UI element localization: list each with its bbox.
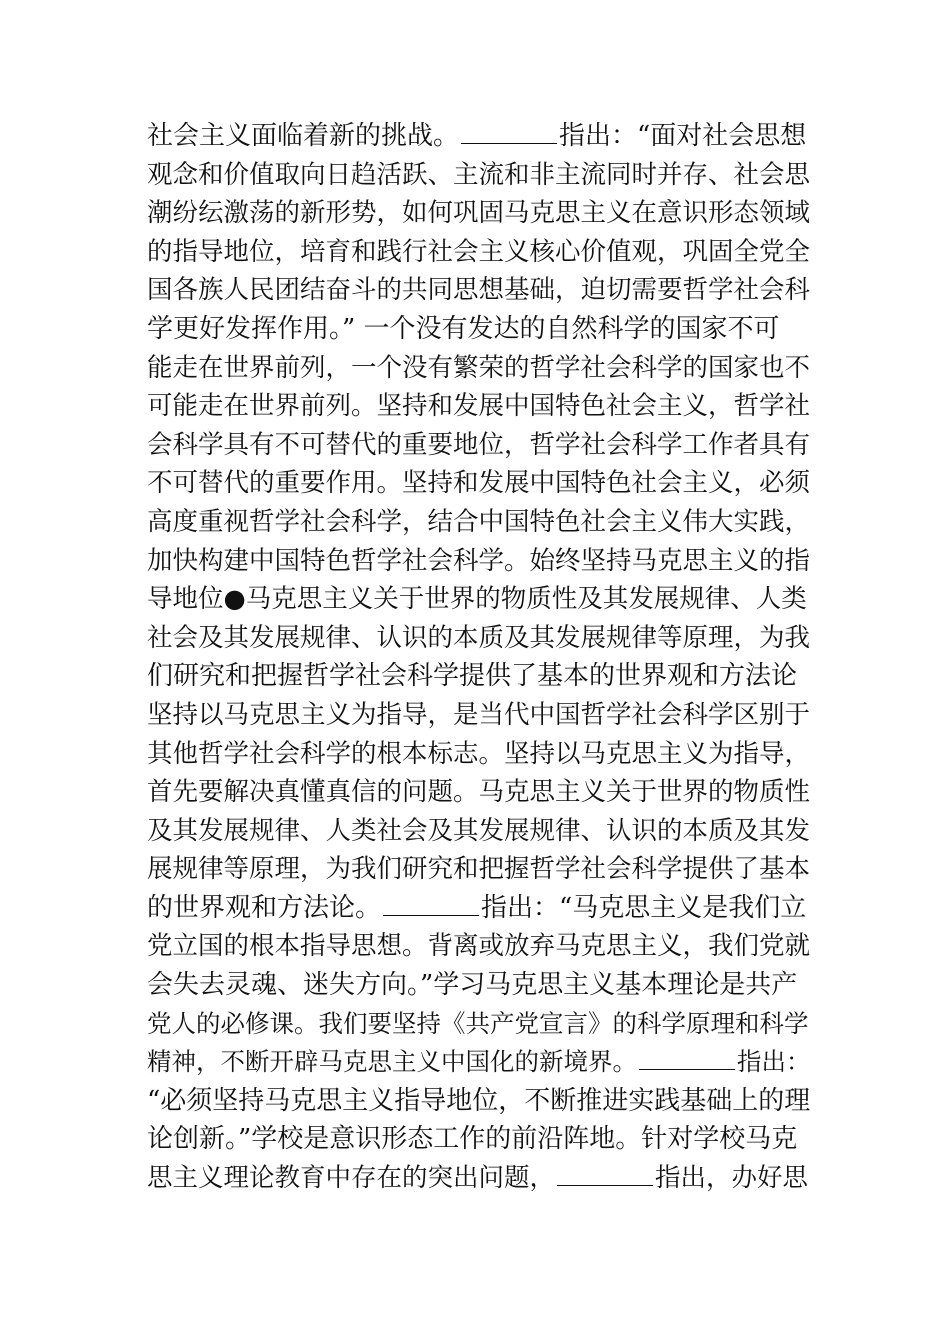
fill-in-blank	[461, 119, 557, 144]
text-line: 展规律等原理，为我们研究和把握哲学社会科学提供了基本	[147, 854, 811, 885]
text-line: 不可替代的重要作用。坚持和发展中国特色社会主义，必须	[147, 468, 811, 499]
text-line: 会失去灵魂、迷失方向。”学习马克思主义基本理论是共产	[147, 970, 798, 1001]
text-line	[147, 1043, 812, 1082]
text-line: 论创新。”学校是意识形态工作的前沿阵地。针对学校马克	[147, 1124, 798, 1155]
text-line: 能走在世界前列，一个没有繁荣的哲学社会科学的国家也不	[147, 352, 811, 383]
text-line: 党人的必修课。我们要坚持《共产党宣言》的科学原理和科学	[147, 1008, 809, 1038]
text-line: 首先要解决真懂真信的问题。马克思主义关于世界的物质性	[147, 777, 811, 808]
body-text	[147, 117, 812, 1198]
text-line: 社会及其发展规律、认识的本质及其发展规律等原理，为我	[147, 622, 811, 653]
text-line: 国各族人民团结奋斗的共同思想基础，迫切需要哲学社会科	[147, 275, 811, 306]
fill-in-blank	[557, 1161, 653, 1186]
text-line: 可能走在世界前列。坚持和发展中国特色社会主义，哲学社	[147, 391, 811, 422]
text-line: 坚持以马克思主义为指导，是当代中国哲学社会科学区别于	[147, 699, 811, 730]
text-line: 及其发展规律、人类社会及其发展规律、认识的本质及其发	[147, 815, 811, 846]
text-line: 的指导地位，培育和践行社会主义核心价值观，巩固全党全	[147, 236, 811, 267]
text-line: 观念和价值取向日趋活跃、主流和非主流同时并存、社会思	[147, 159, 811, 190]
text-line: 导地位●马克思主义关于世界的物质性及其发展规律、人类	[147, 584, 807, 615]
text-segment: 指出：	[737, 1047, 811, 1077]
text-line: 潮纷纭激荡的新形势，如何巩固马克思主义在意识形态领域	[147, 198, 811, 229]
text-line: 高度重视哲学社会科学，结合中国特色社会主义伟大实践，	[147, 506, 811, 537]
fill-in-blank	[383, 891, 479, 916]
text-segment: 思主义理论教育中存在的突出问题，	[147, 1163, 556, 1194]
text-line	[147, 1159, 812, 1198]
text-line: 加快构建中国特色哲学社会科学。始终坚持马克思主义的指	[147, 545, 811, 576]
text-line	[147, 889, 812, 928]
text-segment: 指出：“马克思主义是我们立	[481, 892, 807, 923]
text-line: 们研究和把握哲学社会科学提供了基本的世界观和方法论	[147, 661, 798, 692]
text-line: 会科学具有不可替代的重要地位，哲学社会科学工作者具有	[147, 429, 811, 460]
text-segment: 指出：“面对社会思想	[559, 121, 807, 151]
text-segment: 的世界观和方法论。	[147, 892, 382, 923]
text-line: 学更好发挥作用。” 一个没有发达的自然科学的国家不可	[147, 313, 780, 344]
text-line	[147, 117, 812, 156]
text-line: “必须坚持马克思主义指导地位，不断推进实践基础上的理	[147, 1085, 811, 1116]
text-segment: 指出，办好思	[655, 1163, 809, 1194]
text-segment: 社会主义面临着新的挑战。	[147, 121, 460, 151]
fill-in-blank	[639, 1045, 735, 1070]
text-segment: 精神，不断开辟马克思主义中国化的新境界。	[147, 1047, 637, 1077]
text-line: 其他哲学社会科学的根本标志。坚持以马克思主义为指导，	[147, 738, 811, 769]
text-line: 党立国的根本指导思想。背离或放弃马克思主义，我们党就	[147, 931, 811, 962]
